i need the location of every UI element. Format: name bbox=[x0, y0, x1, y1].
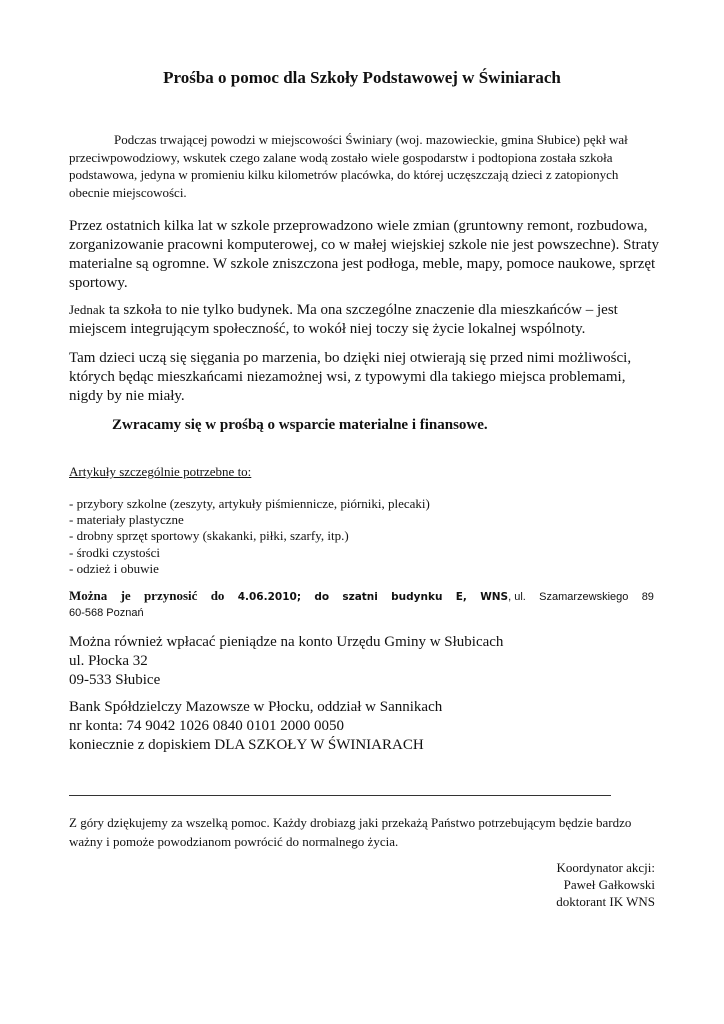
separator-line bbox=[69, 795, 611, 796]
bank-line: Bank Spółdzielczy Mazowsze w Płocku, oddział w Sannikach bbox=[69, 699, 443, 715]
paragraph-community-lead: Jednak bbox=[69, 302, 106, 317]
list-item: - środki czystości bbox=[69, 544, 160, 560]
signature-line: Paweł Gałkowski bbox=[563, 877, 655, 892]
delivery-line-2: 60-568 Poznań bbox=[69, 607, 144, 619]
delivery-word: , ul. bbox=[508, 591, 526, 603]
appeal-text: Zwracamy się w prośbą o wsparcie materialne i finansowe. bbox=[112, 417, 488, 433]
list-item: - drobny sprzęt sportowy (skakanki, piłki, szarfy, itp.) bbox=[69, 528, 349, 544]
paragraph-dreams: Tam dzieci uczą się sięgania po marzenia, bo dzięki niej otwierają się przed nimi możliwości, których będąc mieszkańcami niezamożnej wsi, z typowymi dla takiego miejsca problemami, nigdy by nie miały. bbox=[69, 350, 632, 404]
delivery-word: WNS bbox=[480, 591, 509, 603]
items-heading: Artykuły szczególnie potrzebne to: bbox=[69, 464, 252, 479]
intro-paragraph: Podczas trwającej powodzi w miejscowości Świniary (woj. mazowieckie, gmina Słubice) pękł wał przeciwpowodziowy, wskutek czego zalane wodą zostało wiele gospodarstw i podtopiona została szkoła podstawowa, jedyna w promieniu kilku kilometrów placówka, do której uczęszczają dzieci z zatopionych obecnie miejscowości. bbox=[69, 132, 628, 200]
bank-block bbox=[69, 698, 442, 755]
list-item: - materiały plastyczne bbox=[69, 512, 184, 528]
bank-account-line: nr konta: 74 9042 1026 0840 0101 2000 0050 bbox=[69, 718, 344, 734]
delivery-word: E, bbox=[455, 591, 467, 603]
list-item: - przybory szkolne (zeszyty, artykuły piśmiennicze, piórniki, plecaki) bbox=[69, 496, 430, 511]
delivery-line-1 bbox=[69, 588, 654, 605]
delivery-info bbox=[69, 588, 654, 621]
delivery-street: Szamarzewskiego bbox=[539, 591, 629, 603]
address-line: ul. Płocka 32 bbox=[69, 653, 148, 669]
delivery-word: przynosić bbox=[143, 588, 198, 603]
items-list bbox=[69, 496, 430, 577]
delivery-word: Można bbox=[69, 588, 108, 603]
thanks-paragraph: Z góry dziękujemy za wszelką pomoc. Każdy drobiazg jaki przekażą Państwo potrzebującym będzie bardzo ważny i pomoże powodzianom powrócić do normalnego życia. bbox=[69, 815, 632, 849]
delivery-number: 89 bbox=[641, 591, 654, 603]
page-title: Prośba o pomoc dla Szkoły Podstawowej w Świniarach bbox=[163, 68, 561, 87]
delivery-word: budynku bbox=[391, 591, 443, 603]
address-line: Można również wpłacać pieniądze na konto Urzędu Gminy w Słubicach bbox=[69, 634, 504, 650]
paragraph-community bbox=[69, 300, 659, 339]
delivery-date: 4.06.2010; bbox=[237, 591, 302, 603]
signature-line: doktorant IK WNS bbox=[556, 894, 655, 909]
address-block bbox=[69, 633, 503, 690]
paragraph-changes: Przez ostatnich kilka lat w szkole przeprowadzono wiele zmian (gruntowny remont, rozbudowa, zorganizowanie pracowni komputerowej, co w małej wiejskiej szkole nie jest powszechne). Straty materialne są ogromne. W szkole zniszczona jest podłoga, meble, mapy, pomoce naukowe, sprzęt sportowy. bbox=[69, 218, 659, 291]
signature-block bbox=[440, 859, 655, 910]
signature-line: Koordynator akcji: bbox=[556, 860, 655, 875]
delivery-word: do bbox=[210, 588, 225, 603]
delivery-wns bbox=[480, 588, 526, 605]
delivery-word: je bbox=[120, 588, 131, 603]
address-line: 09-533 Słubice bbox=[69, 672, 161, 688]
delivery-word: do bbox=[314, 591, 330, 603]
delivery-word: szatni bbox=[342, 591, 378, 603]
bank-line: koniecznie z dopiskiem DLA SZKOŁY W ŚWINIARACH bbox=[69, 737, 424, 753]
paragraph-community-rest: ta szkoła to nie tylko budynek. Ma ona szczególne znaczenie dla mieszkańców – jest miejscem integrującym społeczność, to wokół niej toczy się życie lokalnej wspólnoty. bbox=[69, 302, 618, 337]
list-item: - odzież i obuwie bbox=[69, 560, 159, 576]
